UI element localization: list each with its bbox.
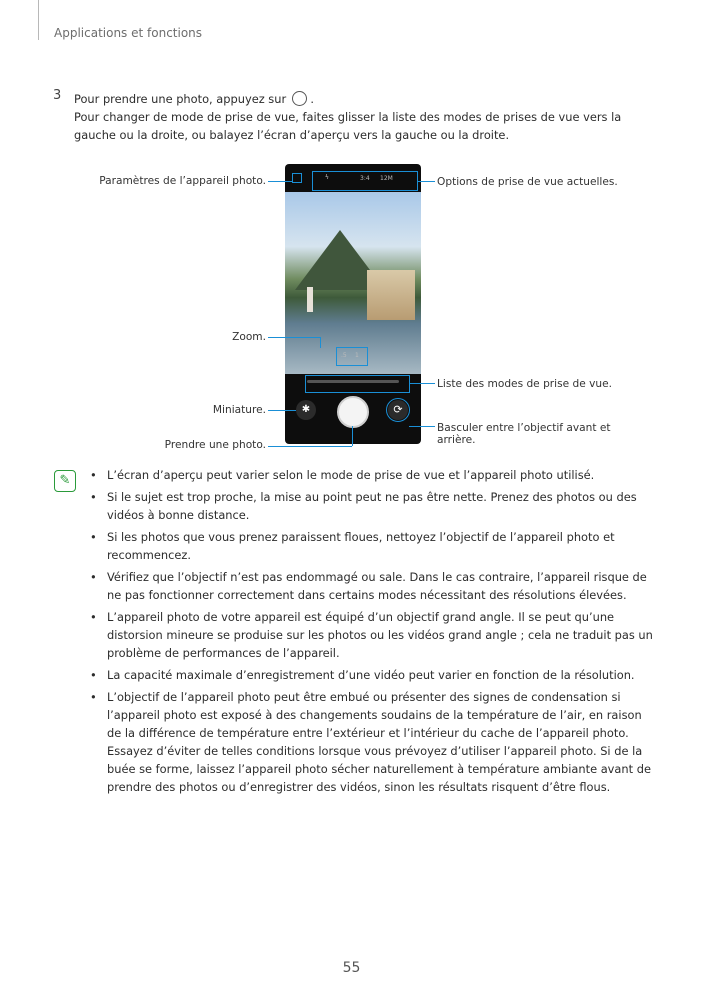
zoom-value-normal: 1 [355,352,359,359]
resolution-option: 12M [380,175,393,182]
step-line-1 [74,90,664,108]
switch-camera-icon: ⟳ [388,400,408,420]
ratio-option: 3:4 [360,175,370,182]
flash-icon: ϟ [325,174,329,181]
note-item: • L’écran d’aperçu peut varier selon le mode de prise de vue et l’appareil photo utilisé. [90,466,655,484]
switch-highlight [386,398,410,422]
step-line-2: Pour changer de mode de prise de vue, faites glisser la liste des modes de prises de vue vers la gauche ou la droite, ou balayez l’écran d’aperçu vers la gauche ou la droite. [74,110,622,142]
notes-list [90,466,655,800]
note-pencil-icon: ✎ [54,470,76,492]
callout-zoom: Zoom. [232,331,266,343]
callout-switch: Basculer entre l’objectif avant et arrière. [437,422,611,446]
leader-thumbnail [268,410,296,411]
note-item: • L’appareil photo de votre appareil est équipé d’un objectif grand angle. Il se peut qu’une distorsion mineure se produise sur les photos ou les vidéos grand angle ; cela ne traduit pas un problème de performances de l’appareil. [90,608,655,662]
shutter-button-icon [292,91,307,106]
settings-highlight [292,173,302,183]
leader-capture-v [352,426,353,446]
step-line-1-end: . [310,92,315,106]
step-instructions [74,90,664,144]
note-item: • L’objectif de l’appareil photo peut être embué ou présenter des signes de condensation si l’appareil photo est exposé à des changements soudains de la température de l’air, en raison de la différence de température entre l’extérieur et l’intérieur du cache de l’appareil photo. Essayez d’éviter de telles conditions lorsque vous prévoyez d’utiliser l’appareil photo. Si de la buée se forme, laissez l’appareil photo sécher naturellement à température ambiante avant de prendre des photos ou d’enregistrer des vidéos, sinon les résultats risquent d’être flous. [90,688,655,796]
church-spire [307,287,313,312]
callout-settings: Paramètres de l’appareil photo. [99,175,266,187]
note-item: • Vérifiez que l’objectif n’est pas endommagé ou sale. Dans le cas contraire, l’appareil risque de ne pas fonctionner correctement dans certains modes nécessitant des résolutions élevées. [90,568,655,604]
leader-zoom-h [268,337,320,338]
leader-settings [268,181,292,182]
section-header: Applications et fonctions [54,26,203,40]
callout-options: Options de prise de vue actuelles. [437,176,618,188]
note-item: • Si le sujet est trop proche, la mise au point peut ne pas être nette. Prenez des photos ou des vidéos à bonne distance. [90,488,655,524]
leader-modes [409,383,435,384]
callout-capture: Prendre une photo. [164,439,266,451]
note-item: • Si les photos que vous prenez paraissent floues, nettoyez l’objectif de l’appareil photo et recommencez. [90,528,655,564]
header-divider [38,0,39,40]
callout-thumbnail: Miniature. [212,404,266,416]
zoom-highlight [336,347,368,366]
leader-options [417,181,435,182]
step-number: 3 [53,88,62,103]
note-item: • La capacité maximale d’enregistrement d’une vidéo peut varier en fonction de la résolution. [90,666,655,684]
page-number: 55 [342,960,361,976]
thumbnail-icon: ✱ [296,400,316,420]
shutter-button [337,396,369,428]
modes-highlight [305,375,410,393]
leader-zoom-v [320,337,321,348]
step-line-1-text: Pour prendre une photo, appuyez sur [74,92,287,106]
options-highlight [312,171,418,191]
callout-modes: Liste des modes de prise de vue. [437,378,612,390]
village-houses [367,270,415,320]
leader-capture-h [268,446,352,447]
zoom-value-wide: .5 [341,352,347,359]
leader-switch [409,426,435,427]
